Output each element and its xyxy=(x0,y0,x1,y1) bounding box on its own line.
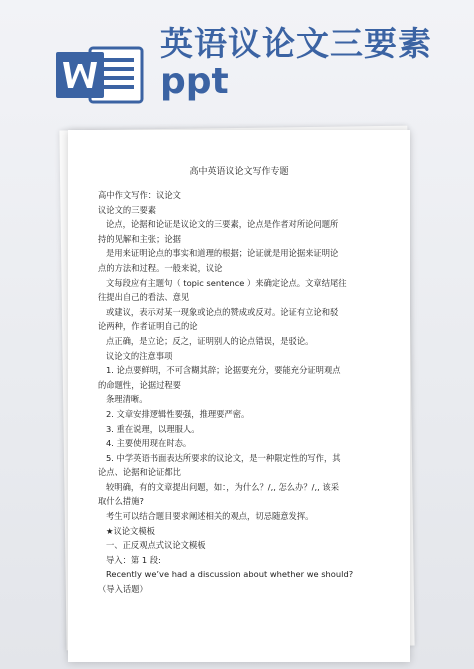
doc-line: 议论文的注意事项 xyxy=(106,350,173,361)
doc-line: 取什么措施? xyxy=(98,496,144,507)
doc-line: （导入话题） xyxy=(98,584,148,595)
doc-line: 或建议，表示对某一现象或论点的赞成或反对。论证有立论和驳 xyxy=(106,306,339,317)
doc-line: 的命题性，论据过程要 xyxy=(98,379,181,390)
doc-line: 论点、论据和论证都比 xyxy=(98,467,181,478)
doc-line: 点的方法和过程。一般来说，议论 xyxy=(98,262,223,273)
doc-line: 4. 主要使用现在时态。 xyxy=(106,438,192,449)
doc-line: 考生可以结合题目要求阐述相关的观点，切忌随意发挥。 xyxy=(106,511,314,522)
doc-line: 点正确，是立论；反之，证明别人的论点错误，是驳论。 xyxy=(106,335,314,346)
doc-line: 1. 论点要鲜明，不可含糊其辞；论据要充分，要能充分证明观点 xyxy=(106,365,341,376)
doc-line: 文每段应有主题句（ topic sentence ）来确定论点。文章结尾往 xyxy=(106,277,347,288)
doc-line: 一、正反观点式议论文模板 xyxy=(106,540,206,551)
doc-line: 论点，论据和论证是议论文的三要素，论点是作者对所论问题所 xyxy=(106,219,339,230)
doc-line: Recently we’ve had a discussion about whether we should? xyxy=(106,569,354,580)
doc-line: 条理清晰。 xyxy=(106,394,148,405)
doc-line: 3. 重在说理，以理服人。 xyxy=(106,423,200,434)
document-title: 高中英语议论文写作专题 xyxy=(189,167,289,177)
word-document-icon xyxy=(54,46,146,104)
doc-line: 较明确，有的文章提出问题，如：，为什么？/,, 怎么办？/,, 该采 xyxy=(106,481,339,492)
doc-line: 持的见解和主张；论据 xyxy=(98,233,181,244)
doc-line: ★议论文模板 xyxy=(106,525,155,536)
doc-line: 议论文的三要素 xyxy=(98,204,157,215)
doc-line: 2. 文章安排逻辑性要强，推理要严密。 xyxy=(106,408,250,419)
doc-line: 论两种，作者证明自己的论 xyxy=(98,321,198,332)
document-page xyxy=(68,130,410,662)
doc-line: 是用来证明论点的事实和道理的根据；论证就是用论据来证明论 xyxy=(106,248,339,259)
doc-line: 5. 中学英语书面表达所要求的议论文，是一种限定性的写作，其 xyxy=(106,452,341,463)
document-body xyxy=(98,188,398,597)
banner-subtitle: ppt xyxy=(160,61,229,102)
doc-line: 导入：第 1 段: xyxy=(106,554,161,565)
doc-line: 往提出自己的看法、意见 xyxy=(98,292,190,303)
banner-title: 英语议论文三要素 xyxy=(160,24,432,63)
doc-line: 高中作文写作：议论文 xyxy=(98,190,181,200)
